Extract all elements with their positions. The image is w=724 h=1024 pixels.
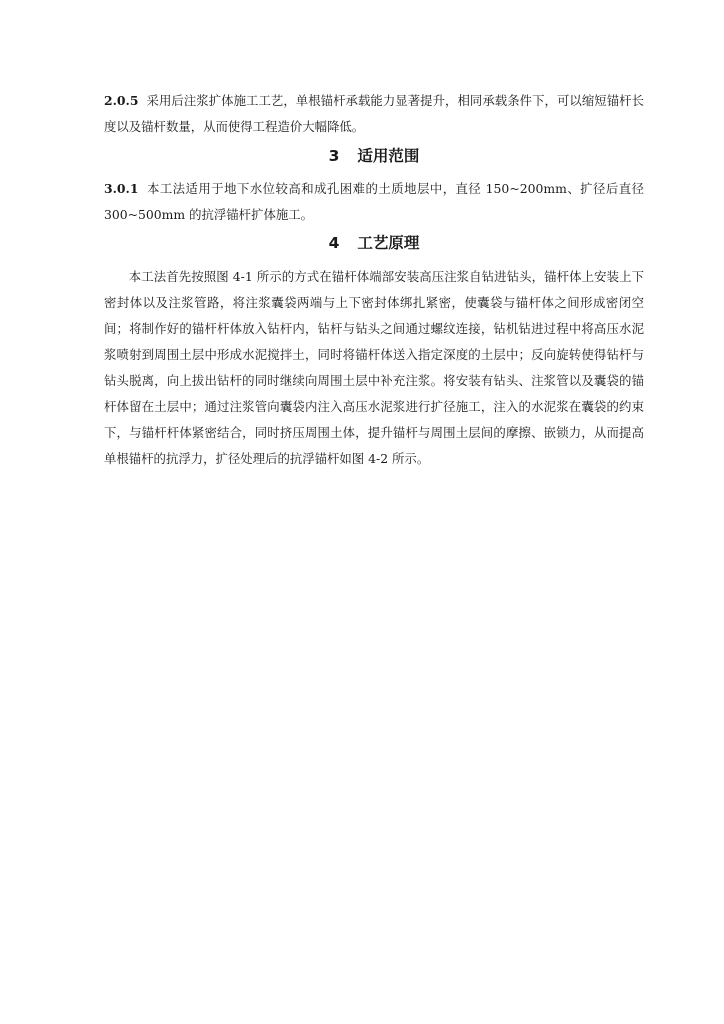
- section-number: 3: [328, 147, 340, 165]
- section-heading-4: [104, 230, 644, 256]
- clause-text: 采用后注浆扩体施工工艺，单根锚杆承载能力显著提升，相同承载条件下，可以缩短锚杆长度以及锚杆数量，从而使得工程造价大幅降低。: [104, 93, 644, 134]
- section-heading-3: [104, 143, 644, 169]
- section-4-paragraph: 本工法首先按照图 4-1 所示的方式在锚杆体端部安装高压注浆自钻进钻头，锚杆体上安装上下密封体以及注浆管路，将注浆囊袋两端与上下密封体绑扎紧密，使囊袋与锚杆体之间形成密闭空间；将制作好的锚杆杆体放入钻杆内，钻杆与钻头之间通过螺纹连接，钻机钻进过程中将高压水泥浆喷射到周围土层中形成水泥搅拌土，同时将锚杆体送入指定深度的土层中；反向旋转使得钻杆与钻头脱离，向上拔出钻杆的同时继续向周围土层中补充注浆。将安装有钻头、注浆管以及囊袋的锚杆体留在土层中；通过注浆管向囊袋内注入高压水泥浆进行扩径施工，注入的水泥浆在囊袋的约束下，与锚杆杆体紧密结合，同时挤压周围土体，提升锚杆与周围土层间的摩擦、嵌锁力，从而提高单根锚杆的抗浮力，扩径处理后的抗浮锚杆如图 4-2 所示。: [104, 269, 644, 466]
- section-number: 4: [328, 234, 340, 252]
- clause-2-0-5: [104, 88, 644, 140]
- section-title: 适用范围: [357, 147, 420, 165]
- clause-text: 本工法适用于地下水位较高和成孔困难的土质地层中，直径 150~200mm、扩径后直径300~500mm 的抗浮锚杆扩体施工。: [104, 181, 644, 222]
- clause-number: 3.0.1: [104, 181, 139, 196]
- clause-number: 2.0.5: [104, 93, 139, 108]
- clause-3-0-1: [104, 176, 644, 228]
- section-title: 工艺原理: [357, 234, 420, 252]
